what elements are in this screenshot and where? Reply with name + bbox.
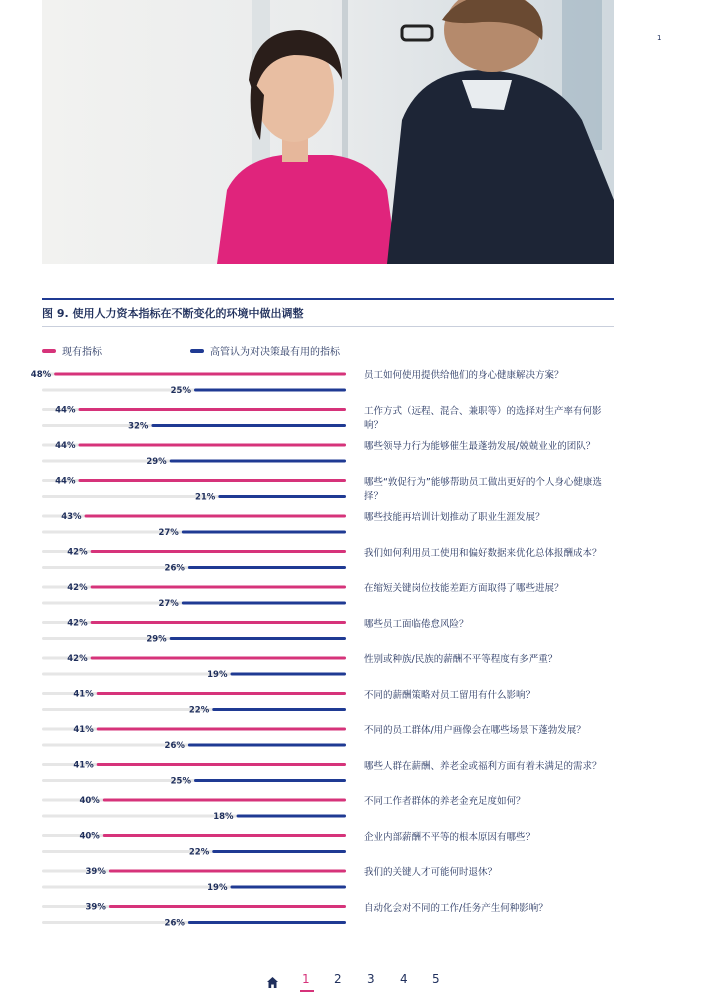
category-label: 自动化会对不同的工作/任务产生何种影响？ (364, 902, 548, 914)
data-label-current: 48% (30, 370, 52, 380)
bar-exec (212, 850, 346, 853)
legend-exec-metrics (190, 343, 340, 358)
category-label: 不同的员工群体/用户画像会在哪些场景下蓬勃发展？ (364, 725, 586, 736)
category-label: 我们如何利用员工使用和偏好数据来优化总体报酬成本？ (364, 547, 602, 559)
bar-exec (182, 531, 346, 534)
legend-swatch-current (42, 349, 56, 353)
category-label: 哪些人群在薪酬、养老金或福利方面有着未满足的需求？ (364, 760, 602, 772)
bar-current (91, 621, 346, 624)
data-label-exec: 29% (146, 457, 167, 467)
bar-current (91, 586, 346, 589)
data-label-current: 40% (79, 796, 100, 806)
data-label-exec: 27% (158, 528, 179, 538)
bar-exec (218, 495, 346, 498)
home-icon[interactable] (266, 974, 279, 987)
data-label-current: 42% (67, 618, 88, 629)
data-label-exec: 18% (213, 812, 234, 822)
data-label-current: 44% (55, 476, 76, 487)
data-label-current: 43% (61, 512, 82, 522)
page-link-1[interactable]: 1 (302, 972, 310, 986)
bar-current (109, 870, 346, 873)
data-label-current: 42% (67, 547, 88, 558)
page-link-5[interactable]: 5 (432, 972, 440, 986)
bar-current (85, 515, 346, 518)
data-label-exec: 19% (207, 883, 228, 893)
bar-current (97, 692, 346, 695)
bar-current (78, 408, 346, 411)
bar-exec (188, 566, 346, 569)
data-label-exec: 26% (164, 918, 185, 929)
category-label: 哪些技能再培训计划推动了职业生涯发展？ (364, 512, 545, 523)
data-label-current: 41% (73, 725, 94, 735)
category-label: 性别或种族/民族的薪酬不平等程度有多严重？ (364, 654, 558, 665)
bar-exec (194, 779, 346, 782)
data-label-exec: 22% (188, 705, 210, 716)
legend-current-metrics (42, 343, 102, 358)
category-label: 我们的关键人才可能何时退休？ (364, 867, 498, 878)
category-label: 企业内部薪酬不平等的根本原因有哪些？ (364, 831, 536, 843)
category-label: 哪些领导力行为能够催生最蓬勃发展/兢兢业业的团队？ (364, 441, 596, 452)
bar-current (97, 728, 346, 731)
bar-exec (182, 602, 346, 605)
bar-current (91, 550, 346, 553)
data-label-current: 44% (55, 405, 76, 416)
legend-label-current: 现有指标 (62, 347, 102, 358)
active-page-underline (300, 990, 314, 992)
category-label: 工作方式（远程、混合、兼职等）的选择对生产率有何影响？ (364, 405, 602, 431)
page-link-3[interactable]: 3 (367, 972, 375, 986)
data-label-current: 39% (85, 867, 106, 877)
bar-exec (170, 637, 346, 640)
data-label-exec: 25% (170, 386, 191, 396)
page-number: 1 (657, 34, 662, 42)
legend-label-exec: 高管认为对决策最有用的指标 (210, 347, 340, 358)
bar-exec (151, 424, 346, 427)
category-label: 不同工作者群体的养老金充足度如何？ (364, 796, 526, 807)
data-label-current: 39% (85, 902, 106, 913)
bar-current (103, 799, 346, 802)
bar-exec (230, 886, 346, 889)
data-label-current: 44% (55, 441, 76, 451)
bar-exec (188, 921, 346, 924)
page-link-2[interactable]: 2 (334, 972, 342, 986)
data-label-exec: 32% (128, 421, 149, 432)
hero-photo (42, 0, 614, 264)
data-label-exec: 22% (188, 847, 210, 858)
data-label-exec: 25% (170, 776, 191, 787)
category-label: 哪些员工面临倦怠风险？ (364, 618, 469, 630)
bar-exec (194, 389, 346, 392)
bar-current (103, 834, 346, 837)
bar-current (78, 479, 346, 482)
data-label-current: 42% (67, 583, 88, 593)
data-label-exec: 26% (164, 563, 185, 574)
data-label-exec: 27% (158, 599, 179, 609)
category-label: 不同的薪酬策略对员工留用有什么影响？ (364, 689, 536, 701)
figure-top-rule (42, 298, 614, 300)
data-label-exec: 26% (164, 741, 185, 751)
figure-title: 图 9. 使用人力资本指标在不断变化的环境中做出调整 (42, 307, 304, 320)
data-label-exec: 19% (207, 670, 228, 680)
data-label-exec: 21% (194, 492, 216, 503)
data-label-current: 42% (67, 654, 88, 664)
data-label-current: 41% (73, 689, 94, 700)
bar-exec (230, 673, 346, 676)
data-label-current: 41% (73, 760, 94, 771)
pagination (0, 972, 710, 992)
data-label-current: 40% (79, 831, 100, 842)
data-label-exec: 29% (146, 634, 167, 645)
bar-exec (237, 815, 346, 818)
bar-exec (170, 460, 346, 463)
page-link-4[interactable]: 4 (400, 972, 408, 986)
bar-exec (188, 744, 346, 747)
bar-current (78, 444, 346, 447)
legend-swatch-exec (190, 349, 204, 353)
bar-current (91, 657, 346, 660)
category-label: 在缩短关键岗位技能差距方面取得了哪些进展？ (364, 583, 564, 594)
category-label: 员工如何使用提供给他们的身心健康解决方案？ (364, 370, 564, 381)
bar-current (97, 763, 346, 766)
bar-current (109, 905, 346, 908)
figure-bottom-rule (42, 326, 614, 327)
bar-exec (212, 708, 346, 711)
bar-chart (0, 362, 710, 932)
category-label: 哪些“敦促行为”能够帮助员工做出更好的个人身心健康选择？ (364, 476, 602, 502)
bar-current (54, 373, 346, 376)
